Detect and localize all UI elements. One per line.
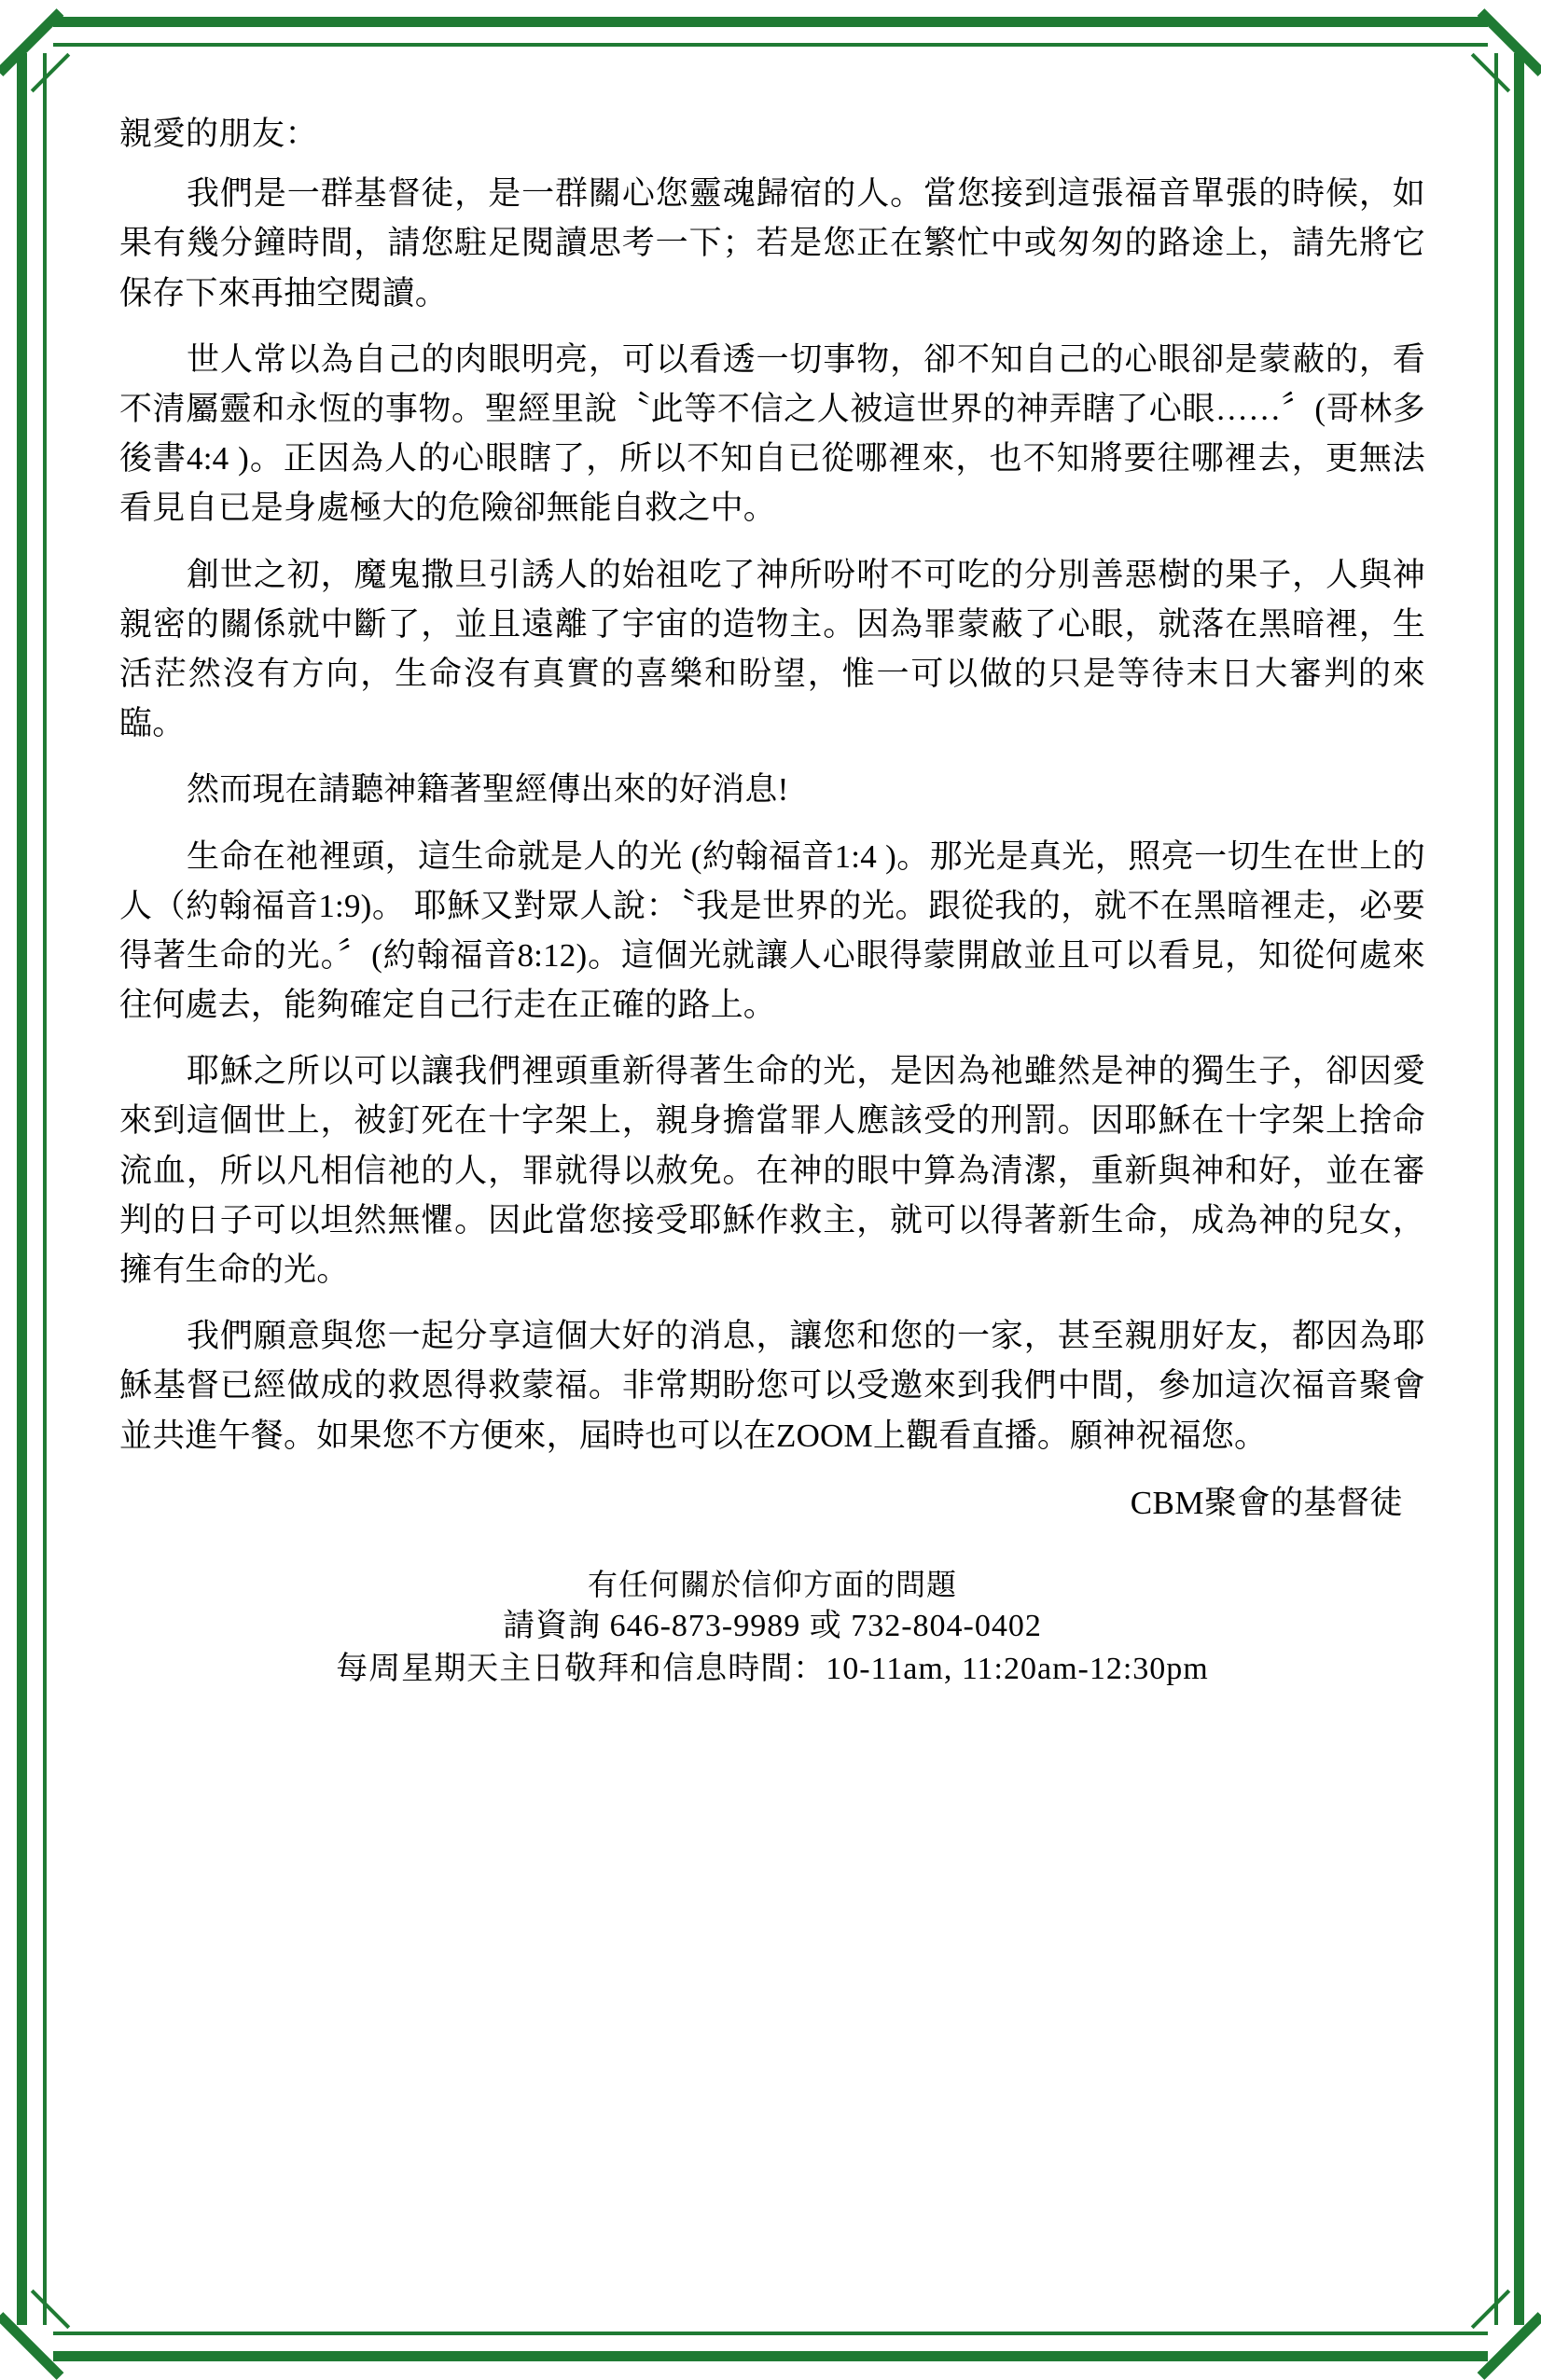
- footer-phone-line: 請資詢 646-873-9989 或 732-804-0402: [503, 1608, 1042, 1643]
- footer-question-line: 有任何關於信仰方面的問題: [587, 1567, 957, 1601]
- paragraph-6: 耶穌之所以可以讓我們裡頭重新得著生命的光，是因為祂雖然是神的獨生子，卻因愛來到這個世上，被釘死在十字架上，親身擔當罪人應該受的刑罰。因耶穌在十字架上捨命流血，所以凡相信祂的人，罪就得以赦免。在神的眼中算為清潔，重新與神和好，並在審判的日子可以坦然無懼。因此當您接受耶穌作救主，就可以得著新生命，成為神的兒女，擁有生命的光。: [119, 1053, 1425, 1288]
- footer-contact-block: [119, 1565, 1425, 1691]
- paragraph-3: 創世之初，魔鬼撒旦引誘人的始祖吃了神所吩咐不可吃的分別善惡樹的果子，人與神親密的關係就中斷了，並且遠離了宇宙的造物主。因為罪蒙蔽了心眼，就落在黑暗裡，生活茫然沒有方向，生命沒有真實的喜樂和盼望，惟一可以做的只是等待末日大審判的來臨。: [119, 556, 1425, 742]
- paragraph-5: 生命在祂裡頭，這生命就是人的光 (約翰福音1:4 )。那光是真光，照亮一切生在世上的人（約翰福音1:9)。 耶穌又對眾人說：〝我是世界的光。跟從我的，就不在黑暗裡走，必要得著生命的光。〞(約翰福音8:12)。這個光就讓人心眼得蒙開啟並且可以看見，知從何處來往何處去，能夠確定自己行走在正確的路上。: [119, 837, 1425, 1024]
- paragraph-1: 我們是一群基督徒，是一群關心您靈魂歸宿的人。當您接到這張福音單張的時候，如果有幾分鐘時間，請您駐足閱讀思考一下；若是您正在繁忙中或匆匆的路途上，請先將它保存下來再抽空閱讀。: [119, 175, 1425, 311]
- letter-content: [119, 112, 1425, 1691]
- salutation: 親愛的朋友：: [119, 116, 319, 152]
- signature: CBM聚會的基督徒: [1130, 1484, 1403, 1521]
- paragraph-7-invitation: 我們願意與您一起分享這個大好的消息，讓您和您的一家，甚至親朋好友，都因為耶穌基督已經做成的救恩得救蒙福。非常期盼您可以受邀來到我們中間，參加這次福音聚會並共進午餐。如果您不方便來，屆時也可以在ZOOM上觀看直播。願神祝福您。: [119, 1318, 1425, 1454]
- paragraph-4-good-news: 然而現在請聽神籍著聖經傳出來的好消息!: [187, 771, 789, 809]
- paragraph-2: 世人常以為自己的肉眼明亮，可以看透一切事物，卻不知自己的心眼卻是蒙蔽的，看不清屬靈和永恆的事物。聖經里說〝此等不信之人被這世界的神弄瞎了心眼……〞(哥林多後書4:4 )。正因為人的心眼瞎了，所以不知自已從哪裡來，也不知將要往哪裡去，更無法看見自已是身處極大的危險卻無能自救之中。: [119, 340, 1425, 527]
- footer-service-time-line: 每周星期天主日敬拜和信息時間：10-11am, 11:20am-12:30pm: [336, 1651, 1209, 1686]
